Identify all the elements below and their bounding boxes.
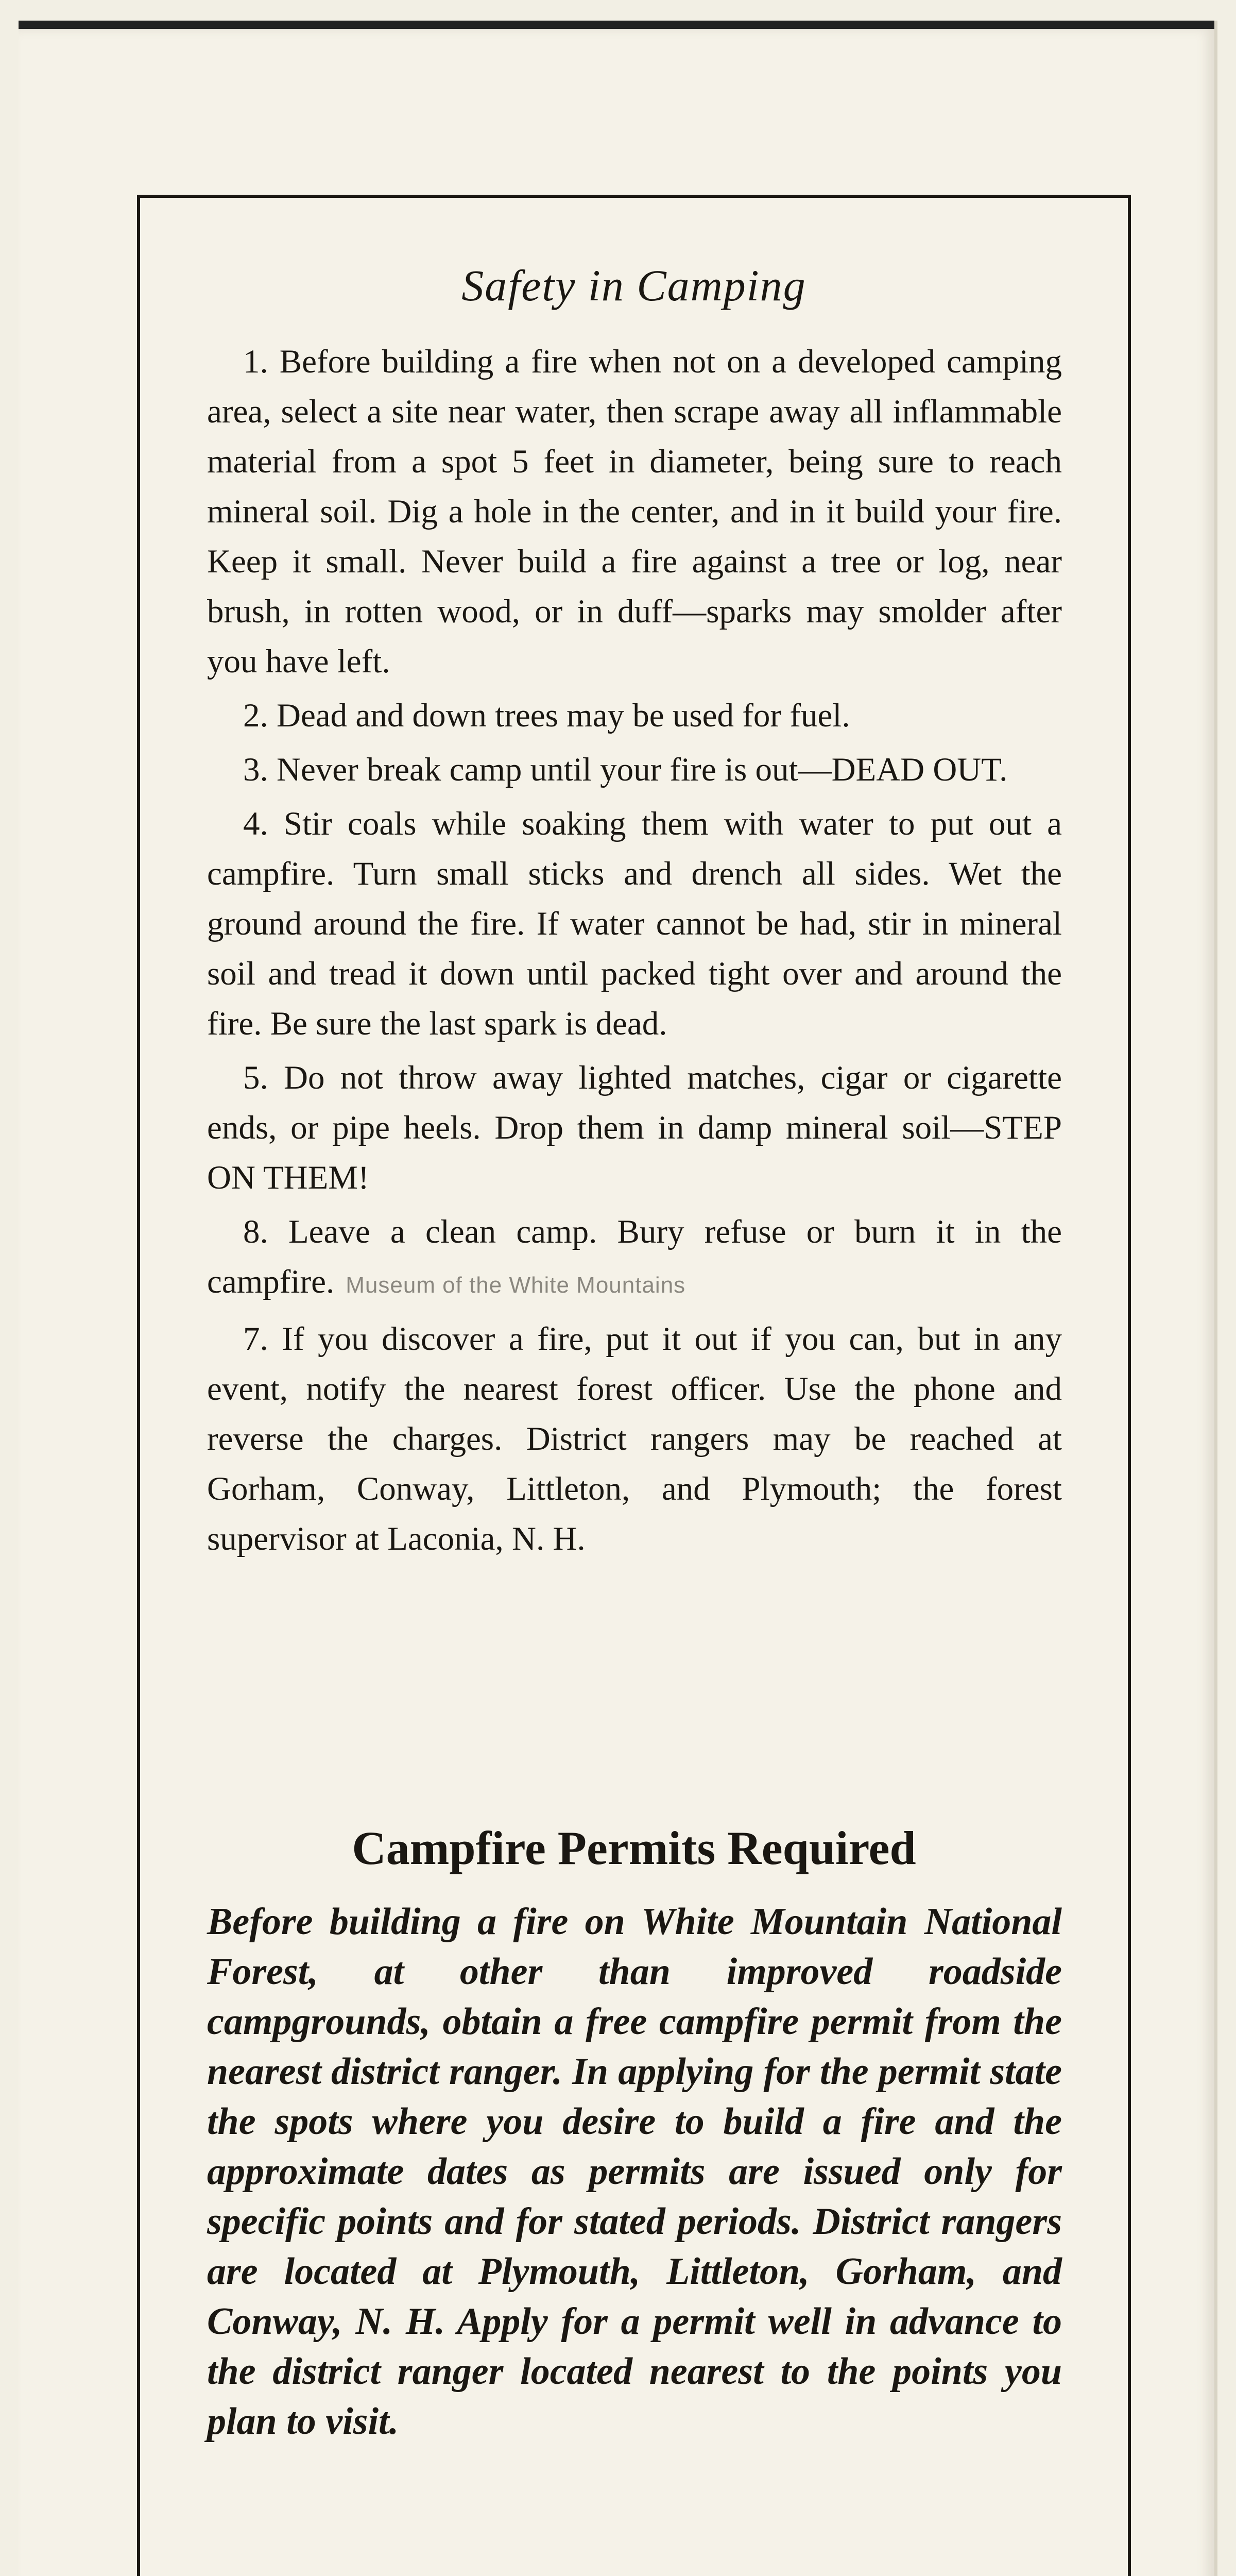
- museum-watermark: Museum of the White Mountains: [346, 1273, 686, 1298]
- safety-title: Safety in Camping: [461, 261, 806, 310]
- safety-rule-5: 5. Do not throw away lighted matches, cigar or cigarette ends, or pipe heels. Drop them in damp mineral soil—STEP ON THEM!: [207, 1059, 1062, 1196]
- safety-rule-8: [207, 1207, 1062, 1310]
- safety-rule-2: 2. Dead and down trees may be used for fuel.: [243, 697, 850, 734]
- safety-rule-3: 3. Never break camp until your fire is out—DEAD OUT.: [243, 751, 1008, 788]
- safety-rule-1: 1. Before building a fire when not on a developed camping area, select a site near water, then scrape away all inflammable material from a spot 5 feet in diameter, being sure to reach mineral soil. Dig a hole in the center, and in it build your fire. Keep it small. Never build a fire against a tree or log, near brush, in rotten wood, or in duff—sparks may smolder after you have left.: [207, 343, 1062, 680]
- safety-rule-4: 4. Stir coals while soaking them with water to put out a campfire. Turn small sticks and drench all sides. Wet the ground around the fire. If water cannot be had, stir in mineral soil and tread it down until packed tight over and around the fire. Be sure the last spark is dead.: [207, 805, 1062, 1042]
- safety-rules-list: [207, 337, 1062, 1568]
- safety-rule-7: 7. If you discover a fire, put it out if you can, but in any event, notify the nearest forest officer. Use the phone and reverse the charges. District rangers may be reached at Gorham, Conway, Littleton, and Plymouth; the forest supervisor at Laconia, N. H.: [207, 1320, 1062, 1557]
- leaflet-page: [19, 21, 1214, 2576]
- permits-title: Campfire Permits Required: [352, 1822, 916, 1874]
- content-frame: [137, 195, 1131, 2576]
- safety-rule-8-text: 8. Leave a clean camp. Bury refuse or burn it in the campfire.: [207, 1213, 1062, 1300]
- permits-body: Before building a fire on White Mountain National Forest, at other than improved roadside campgrounds, obtain a free campfire permit from the nearest district ranger. In applying for the permit state the spots where you desire to build a fire and the approximate dates as permits are issued only for specific points and for stated periods. District rangers are located at Plymouth, Littleton, Gorham, and Conway, N. H. Apply for a permit well in advance to the district ranger located nearest to the points you plan to visit.: [207, 1901, 1062, 2443]
